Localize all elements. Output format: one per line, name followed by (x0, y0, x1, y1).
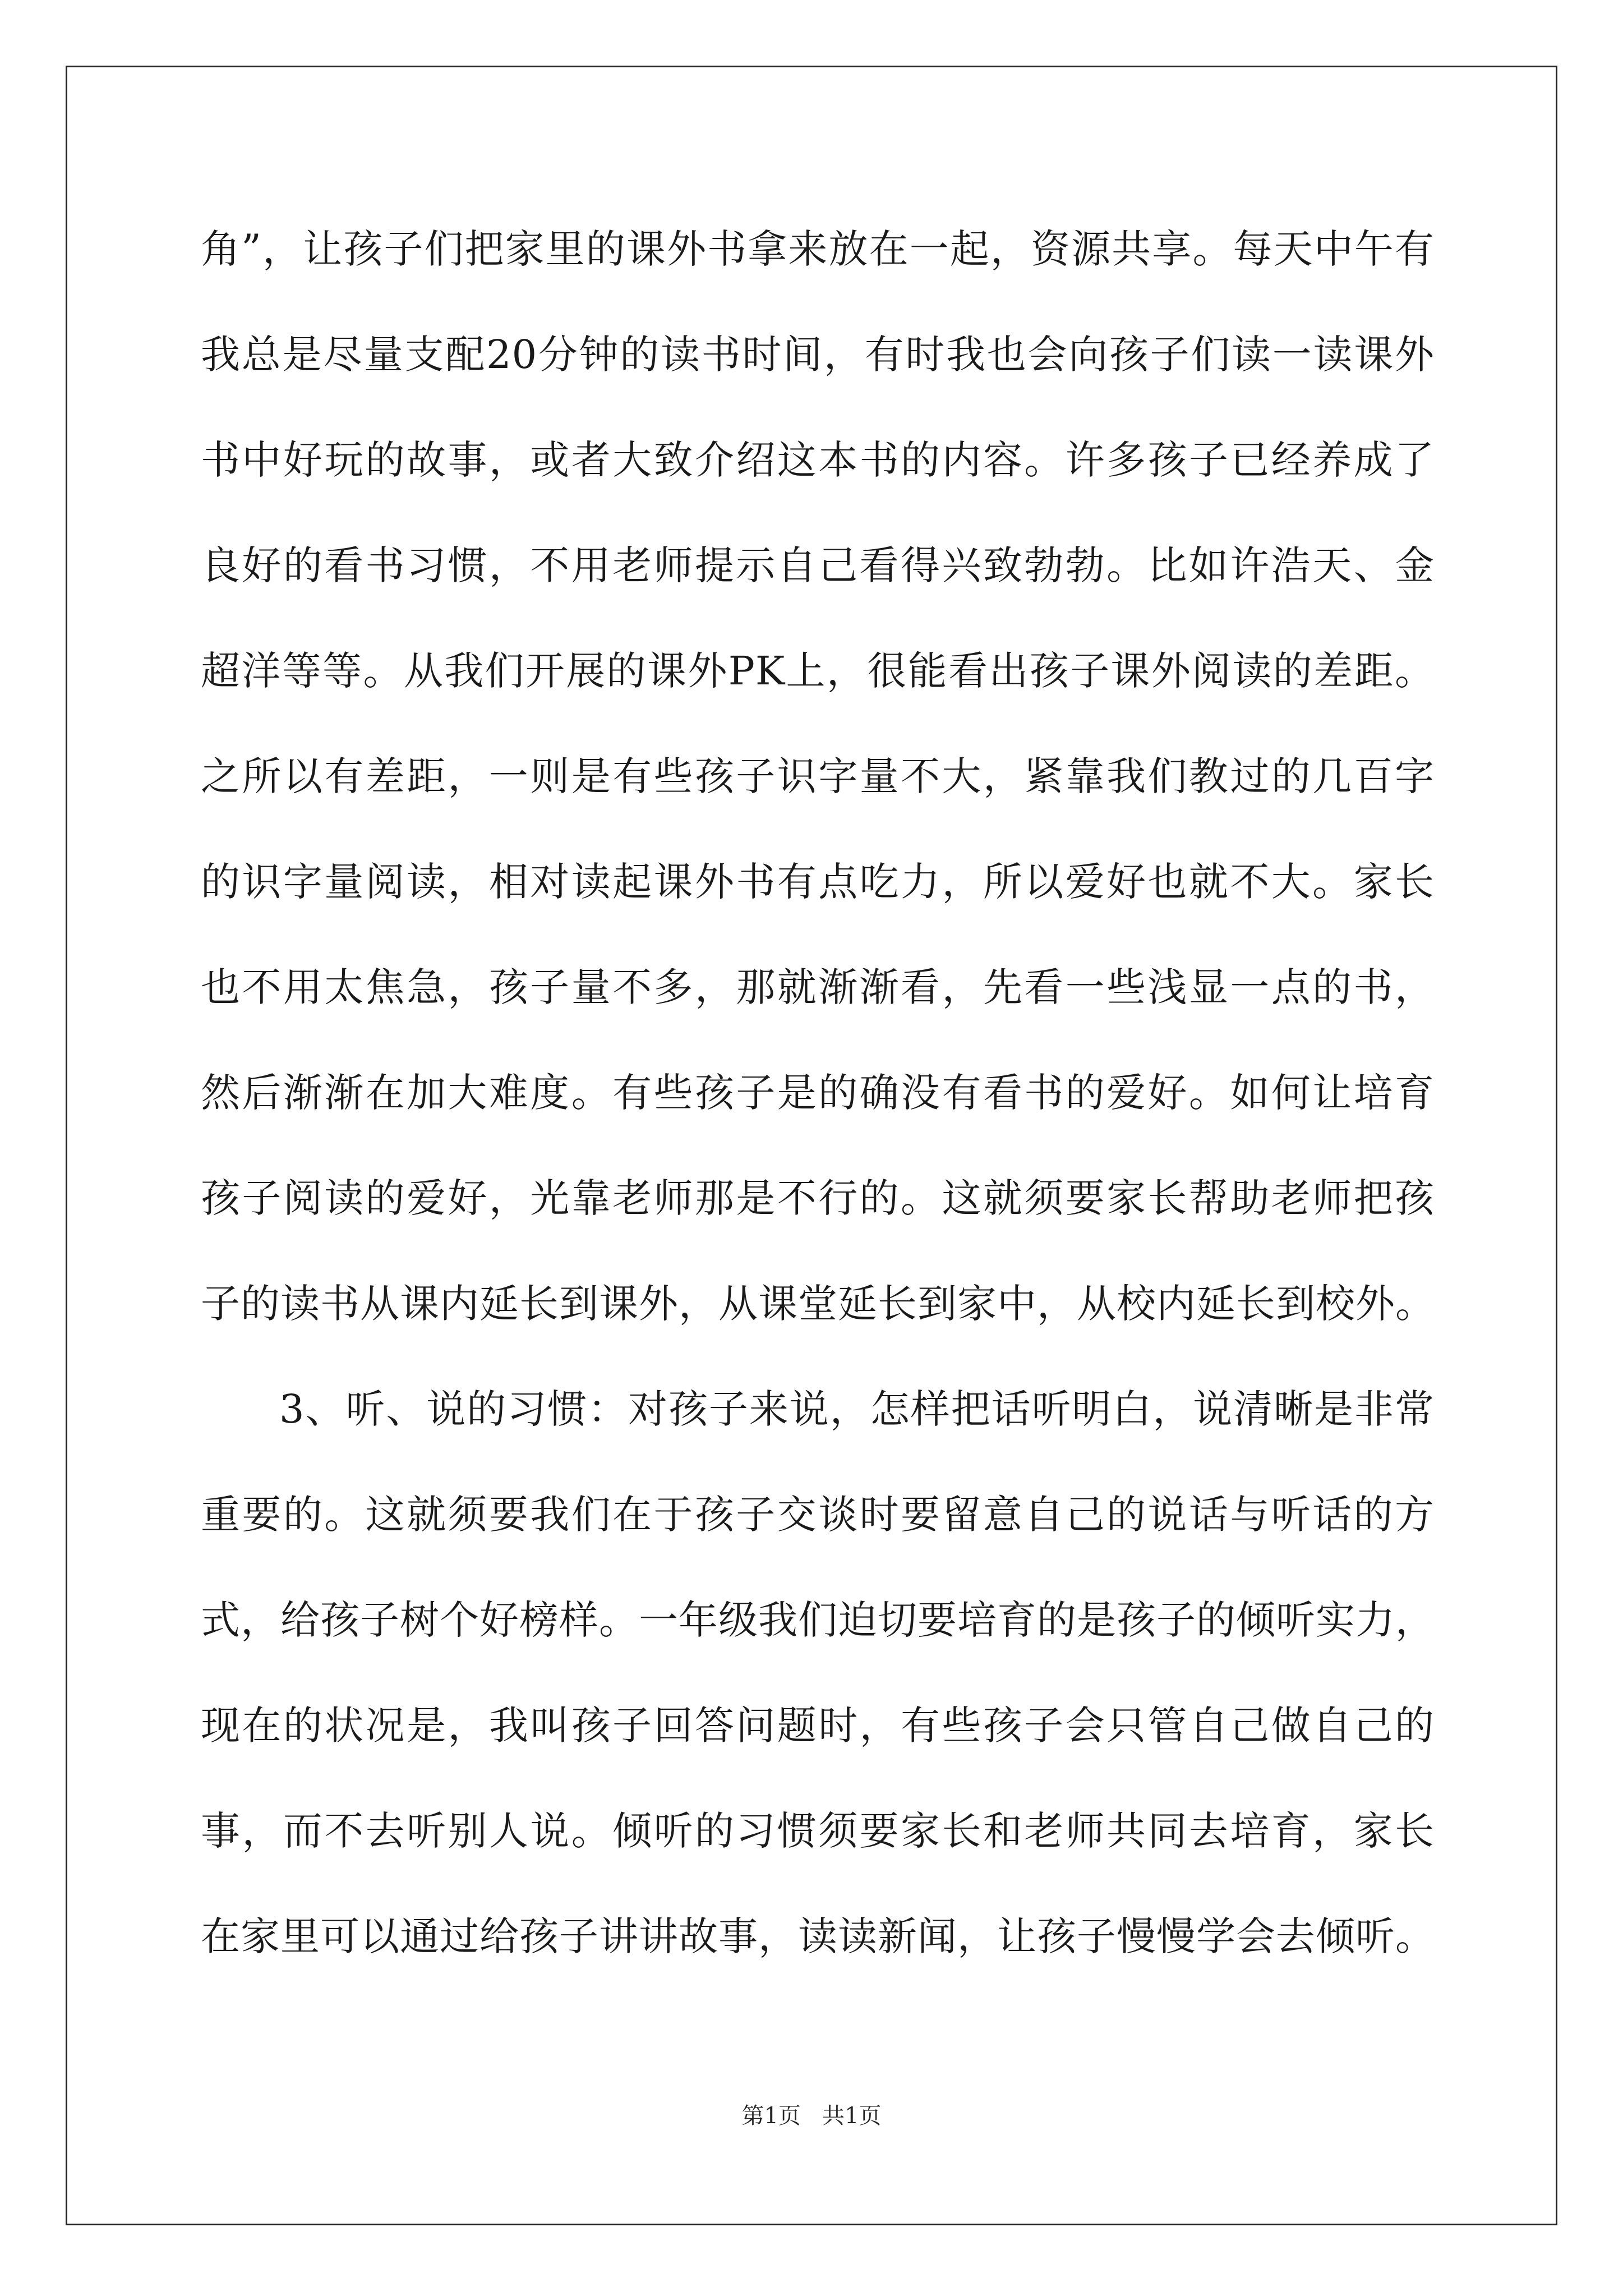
text-line: 角”，让孩子们把家里的课外书拿来放在一起，资源共享。每天中午有 (201, 226, 1435, 272)
text-line: 良好的看书习惯，不用老师提示自己看得兴致勃勃。比如许浩天、金 (201, 542, 1435, 588)
text-line: 子的读书从课内延长到课外，从课堂延长到家中，从校内延长到校外。 (201, 1281, 1435, 1327)
text-line: 的识字量阅读，相对读起课外书有点吃力，所以爱好也就不大。家长 (201, 859, 1435, 905)
text-line: 现在的状况是，我叫孩子回答问题时，有些孩子会只管自己做自己的 (201, 1703, 1435, 1749)
page-number-footer: 第1页 共1页 (741, 2103, 882, 2129)
section-heading-line: 3、听、说的习惯：对孩子来说，怎样把话听明白，说清晰是非常 (279, 1386, 1435, 1432)
text-line: 书中好玩的故事，或者大致介绍这本书的内容。许多孩子已经养成了 (201, 437, 1435, 483)
text-line: 重要的。这就须要我们在于孩子交谈时要留意自己的说话与听话的方 (201, 1492, 1435, 1538)
text-line: 孩子阅读的爱好，光靠老师那是不行的。这就须要家长帮助老师把孩 (201, 1175, 1435, 1221)
text-line: 超洋等等。从我们开展的课外PK上，很能看出孩子课外阅读的差距。 (201, 648, 1435, 694)
text-line: 然后渐渐在加大难度。有些孩子是的确没有看书的爱好。如何让培育 (201, 1070, 1435, 1116)
document-body (201, 220, 1435, 2013)
text-line: 事，而不去听别人说。倾听的习惯须要家长和老师共同去培育，家长 (201, 1808, 1435, 1854)
text-line: 在家里可以通过给孩子讲讲故事，读读新闻，让孩子慢慢学会去倾听。 (201, 1913, 1435, 1959)
text-line: 式，给孩子树个好榜样。一年级我们迫切要培育的是孩子的倾听实力， (201, 1597, 1435, 1643)
text-line: 也不用太焦急，孩子量不多，那就渐渐看，先看一些浅显一点的书， (201, 964, 1435, 1010)
text-line: 之所以有差距，一则是有些孩子识字量不大，紧靠我们教过的几百字 (201, 753, 1435, 799)
text-line: 我总是尽量支配20分钟的读书时间，有时我也会向孩子们读一读课外 (201, 332, 1435, 378)
